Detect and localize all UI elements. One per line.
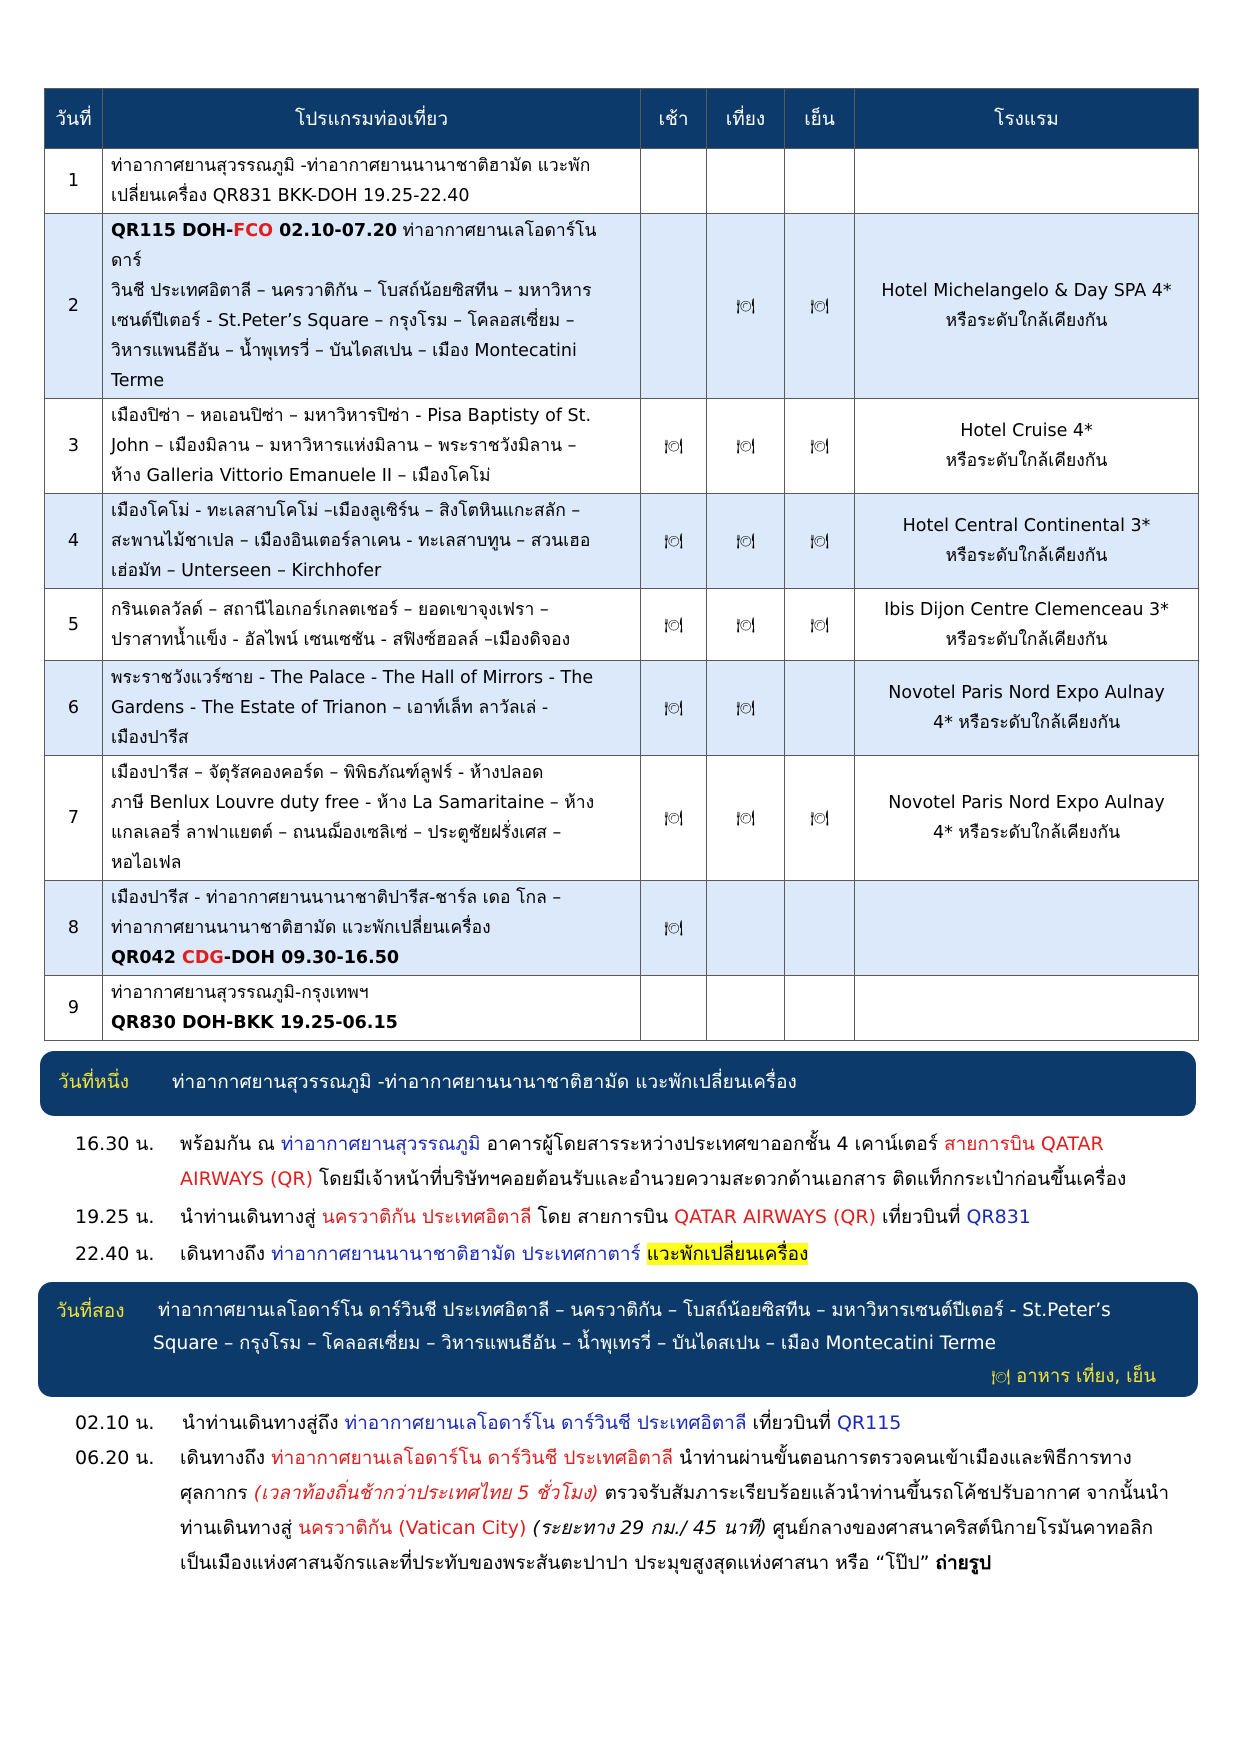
table-row (45, 149, 1199, 214)
transit-highlight: แวะพักเปลี่ยนเครื่อง (646, 1243, 809, 1265)
entry-text (182, 1406, 1182, 1441)
header-dinner: เย็น (785, 89, 855, 149)
airline-highlight: QATAR AIRWAYS (QR) (674, 1206, 876, 1228)
day-number: 5 (45, 589, 103, 661)
table-row (45, 589, 1199, 661)
meal-icon: 🍽 (663, 437, 684, 455)
place-highlight: นครวาติกัน ประเทศอิตาลี (321, 1206, 532, 1228)
text-segment: อาคารผู้โดยสารระหว่างประเทศขาออกชั้น 4 เคาน์เตอร์ (480, 1133, 944, 1155)
day1-entry (75, 1237, 1185, 1273)
breakfast-cell (641, 661, 707, 756)
day-number: 9 (45, 976, 103, 1041)
program-text: ท่าอากาศยานสุวรรณภูมิ-กรุงเทพฯ (111, 983, 369, 1003)
flight-time: -DOH 09.30-16.50 (223, 948, 400, 968)
lunch-cell (707, 756, 785, 881)
itinerary-table (44, 88, 1199, 1041)
table-row (45, 661, 1199, 756)
table-row (45, 399, 1199, 494)
breakfast-cell (641, 214, 707, 399)
airline-highlight: สายการบิน QATAR AIRWAYS (QR) (180, 1133, 1104, 1190)
entry-time: 06.20 น. (75, 1447, 155, 1469)
day-number: 3 (45, 399, 103, 494)
entry-text (180, 1200, 1180, 1235)
text-segment: พร้อมกัน ณ (180, 1133, 281, 1155)
day2-label: วันที่สอง (56, 1300, 125, 1322)
hotel-cell: Novotel Paris Nord Expo Aulnay 4* หรือระดับใกล้เคียงกัน (855, 661, 1199, 756)
meal-icon: 🍽 (735, 699, 756, 717)
text-segment: เที่ยวบินที่ (746, 1412, 837, 1434)
day2-meals-text: อาหาร เที่ยง, เย็น (1016, 1366, 1156, 1387)
lunch-cell (707, 494, 785, 589)
hotel-cell (855, 976, 1199, 1041)
program-cell: เมืองปารีส – จัตุรัสคองคอร์ด – พิพิธภัณฑ์ลูฟร์ - ห้างปลอด ภาษี Benlux Louvre duty free - ห้าง La Samaritaine – ห้าง แกลเลอรี่ ลาฟาแยตต์ – ถนนฌ็องเซลิเซ่ – ประตูชัยฝรั่งเศส – หอไอเฟล (103, 756, 641, 881)
day2-entry (75, 1441, 1185, 1586)
breakfast-cell (641, 399, 707, 494)
day2-header (38, 1282, 1198, 1397)
breakfast-cell (641, 756, 707, 881)
program-text: ท่าอากาศยานเลโอดาร์โน ดาร์ วินชี ประเทศอิตาลี – นครวาติกัน – โบสถ์น้อยซิสทีน – มหาวิหาร เซนต์ปีเตอร์ - St.Peter’s Square – กรุงโรม – โคลอสเซี่ยม – วิหารแพนธีอัน – น้ำพุเทรวี่ – บันไดสเปน – เมือง Montecatini Terme (111, 221, 597, 391)
table-row (45, 976, 1199, 1041)
day1-entry (75, 1127, 1185, 1199)
day-number: 2 (45, 214, 103, 399)
meal-icon: 🍽 (663, 919, 684, 937)
meal-icon: 🍽 (735, 437, 756, 455)
day2-meals (991, 1362, 1156, 1391)
dinner-cell (785, 976, 855, 1041)
timezone-note: (เวลาท้องถิ่นช้ากว่าประเทศไทย 5 ชั่วโมง) (253, 1482, 599, 1504)
text-segment: นำท่านเดินทางสู่ถึง (182, 1412, 345, 1434)
flight-highlight: QR115 (836, 1412, 902, 1434)
day1-title: ท่าอากาศยานสุวรรณภูมิ -ท่าอากาศยานนานาชาติฮามัด แวะพักเปลี่ยนเครื่อง (172, 1071, 797, 1093)
day-number: 1 (45, 149, 103, 214)
flight-highlight: QR831 (966, 1206, 1031, 1228)
table-row (45, 756, 1199, 881)
meal-icon: 🍽 (735, 297, 756, 315)
place-highlight: ท่าอากาศยานเลโอดาร์โน ดาร์วินชี ประเทศอิตาลี (344, 1412, 747, 1434)
dinner-cell (785, 399, 855, 494)
meal-icon: 🍽 (663, 809, 684, 827)
program-cell (103, 976, 641, 1041)
hotel-cell (855, 149, 1199, 214)
entry-text (180, 1127, 1180, 1197)
place-highlight: ท่าอากาศยานเลโอดาร์โน ดาร์วินชี ประเทศอิตาลี (271, 1447, 674, 1469)
text-segment: โดย สายการบิน (531, 1206, 675, 1228)
day2-entry (75, 1406, 1185, 1442)
program-text: เมืองปารีส - ท่าอากาศยานนานาชาติปารีส-ชาร์ล เดอ โกล – ท่าอากาศยานนานาชาติฮามัด แวะพักเปลี่ยนเครื่อง (111, 888, 562, 938)
dinner-cell (785, 589, 855, 661)
breakfast-cell (641, 494, 707, 589)
entry-time: 02.10 น. (75, 1412, 155, 1434)
flight-code: QR830 DOH-BKK 19.25-06.15 (111, 1013, 398, 1033)
dinner-cell (785, 149, 855, 214)
meal-icon: 🍽 (809, 437, 830, 455)
text-segment: เดินทางถึง (180, 1447, 272, 1469)
day2-title-line1: ท่าอากาศยานเลโอดาร์โน ดาร์วินชี ประเทศอิตาลี – นครวาติกัน – โบสถ์น้อยซิสทีน – มหาวิหารเซนต์ปีเตอร์ - St.Peter’s (158, 1300, 1111, 1321)
lunch-cell (707, 399, 785, 494)
meal-icon: 🍽 (663, 615, 684, 634)
flight-code: QR042 (111, 948, 182, 968)
hotel-cell: Hotel Central Continental 3* หรือระดับใกล้เคียงกัน (855, 494, 1199, 589)
entry-time: 16.30 น. (75, 1133, 155, 1155)
day1-entry (75, 1200, 1185, 1236)
place-highlight: ท่าอากาศยานสุวรรณภูมิ (280, 1133, 481, 1155)
table-row (45, 214, 1199, 399)
header-program: โปรแกรมท่องเที่ยว (103, 89, 641, 149)
breakfast-cell (641, 881, 707, 976)
hotel-cell (855, 881, 1199, 976)
dinner-cell (785, 661, 855, 756)
day-number: 7 (45, 756, 103, 881)
day-number: 6 (45, 661, 103, 756)
flight-code: QR115 DOH- (111, 221, 234, 241)
airport-code-highlight: FCO (233, 221, 273, 241)
entry-text (180, 1237, 1180, 1272)
entry-time: 22.40 น. (75, 1243, 155, 1265)
text-segment: เดินทางถึง (180, 1243, 272, 1265)
meal-icon: 🍽 (809, 615, 830, 634)
lunch-cell (707, 661, 785, 756)
hotel-cell: Novotel Paris Nord Expo Aulnay 4* หรือระดับใกล้เคียงกัน (855, 756, 1199, 881)
meal-icon: 🍽 (809, 532, 830, 550)
program-cell (103, 214, 641, 399)
meal-icon: 🍽 (735, 532, 756, 550)
hotel-cell: Hotel Cruise 4* หรือระดับใกล้เคียงกัน (855, 399, 1199, 494)
meal-icon: 🍽 (809, 809, 830, 827)
day2-title-line2: Square – กรุงโรม – โคลอสเซี่ยม – วิหารแพนธีอัน – น้ำพุเทรวี่ – บันไดสเปน – เมือง Montecatini Terme (153, 1333, 996, 1354)
header-hotel: โรงแรม (855, 89, 1199, 149)
text-segment: นำท่านเดินทางสู่ (180, 1206, 322, 1228)
lunch-cell (707, 589, 785, 661)
breakfast-cell (641, 149, 707, 214)
breakfast-cell (641, 976, 707, 1041)
dinner-cell (785, 756, 855, 881)
lunch-cell (707, 881, 785, 976)
text-segment (641, 1243, 647, 1265)
table-row (45, 494, 1199, 589)
program-cell (103, 881, 641, 976)
program-cell: กรินเดลวัลด์ – สถานีไอเกอร์เกลตเชอร์ – ยอดเขาจุงเฟรา – ปราสาทน้ำแข็ง - อัลไพน์ เซนเซชัน - สฟิงซ์ฮอลล์ –เมืองดิจอง (103, 589, 641, 661)
header-breakfast: เช้า (641, 89, 707, 149)
lunch-cell (707, 976, 785, 1041)
photo-note: ถ่ายรูป (935, 1552, 992, 1574)
lunch-cell (707, 149, 785, 214)
text-segment: ศูนย์กลางของศาสนาคริสต์นิกายโรมันคาทอลิก เป็นเมืองแห่งศาสนจักรและที่ประทับของพระสันตะปาปา ประมุขสูงสุดแห่งศาสนา หรือ “โป๊ป” (180, 1517, 1154, 1574)
lunch-cell (707, 214, 785, 399)
place-highlight: นครวาติกัน (Vatican City) (298, 1517, 527, 1539)
header-lunch: เที่ยง (707, 89, 785, 149)
table-header-row (45, 89, 1199, 149)
meal-icon: 🍽 (735, 809, 756, 827)
meal-icon: 🍽 (991, 1368, 1011, 1386)
day-number: 8 (45, 881, 103, 976)
table-row (45, 881, 1199, 976)
dinner-cell (785, 214, 855, 399)
program-cell: พระราชวังแวร์ซาย - The Palace - The Hall of Mirrors - The Gardens - The Estate of Trianon – เอาท์เล็ท ลาวัลเล่ - เมืองปารีส (103, 661, 641, 756)
day-number: 4 (45, 494, 103, 589)
entry-time: 19.25 น. (75, 1206, 155, 1228)
meal-icon: 🍽 (663, 699, 684, 717)
dinner-cell (785, 494, 855, 589)
meal-icon: 🍽 (735, 615, 756, 634)
place-highlight: ท่าอากาศยานนานาชาติฮามัด ประเทศกาตาร์ (271, 1243, 641, 1265)
day1-header (40, 1051, 1196, 1116)
text-segment: โดยมีเจ้าหน้าที่บริษัทฯคอยต้อนรับและอำนวยความสะดวกด้านเอกสาร ติดแท็กกระเป๋าก่อนขึ้นเครื่อง (313, 1168, 1127, 1190)
program-cell: ท่าอากาศยานสุวรรณภูมิ -ท่าอากาศยานนานาชาติฮามัด แวะพัก เปลี่ยนเครื่อง QR831 BKK-DOH 19.25-22.40 (103, 149, 641, 214)
entry-text (180, 1441, 1180, 1581)
airport-code-highlight: CDG (181, 948, 224, 968)
flight-time: 02.10-07.20 (272, 221, 398, 241)
day1-label: วันที่หนึ่ง (58, 1071, 129, 1093)
dinner-cell (785, 881, 855, 976)
meal-icon: 🍽 (663, 532, 684, 550)
distance-note: (ระยะทาง 29 กม./ 45 นาที) (532, 1517, 767, 1539)
header-day: วันที่ (45, 89, 103, 149)
breakfast-cell (641, 589, 707, 661)
hotel-cell: Ibis Dijon Centre Clemenceau 3* หรือระดับใกล้เคียงกัน (855, 589, 1199, 661)
meal-icon: 🍽 (809, 297, 830, 315)
text-segment: ตรวจรับสัมภาระเรียบร้อยแล้วนำท่านขึ้นรถโค้ชปรับอากาศ จากนั้นนำท่านเดินทางสู่ (180, 1482, 1170, 1539)
text-segment: เที่ยวบินที่ (875, 1206, 967, 1228)
hotel-cell: Hotel Michelangelo & Day SPA 4* หรือระดับใกล้เคียงกัน (855, 214, 1199, 399)
program-cell: เมืองโคโม่ - ทะเลสาบโคโม่ –เมืองลูเซิร์น – สิงโตหินแกะสลัก – สะพานไม้ชาเปล – เมืองอินเตอร์ลาเคน - ทะเลสาบทูน – สวนเฮอ เฮ่อมัท – Unterseen – Kirchhofer (103, 494, 641, 589)
program-cell: เมืองปิซ่า – หอเอนปิซ่า – มหาวิหารปิซ่า - Pisa Baptisty of St. John – เมืองมิลาน – มหาวิหารแห่งมิลาน – พระราชวังมิลาน – ห้าง Galleria Vittorio Emanuele II – เมืองโคโม่ (103, 399, 641, 494)
text-segment: นำท่านผ่านขั้นตอนการตรวจคนเข้าเมืองและพิธีการทางศุลกากร (180, 1447, 1132, 1504)
